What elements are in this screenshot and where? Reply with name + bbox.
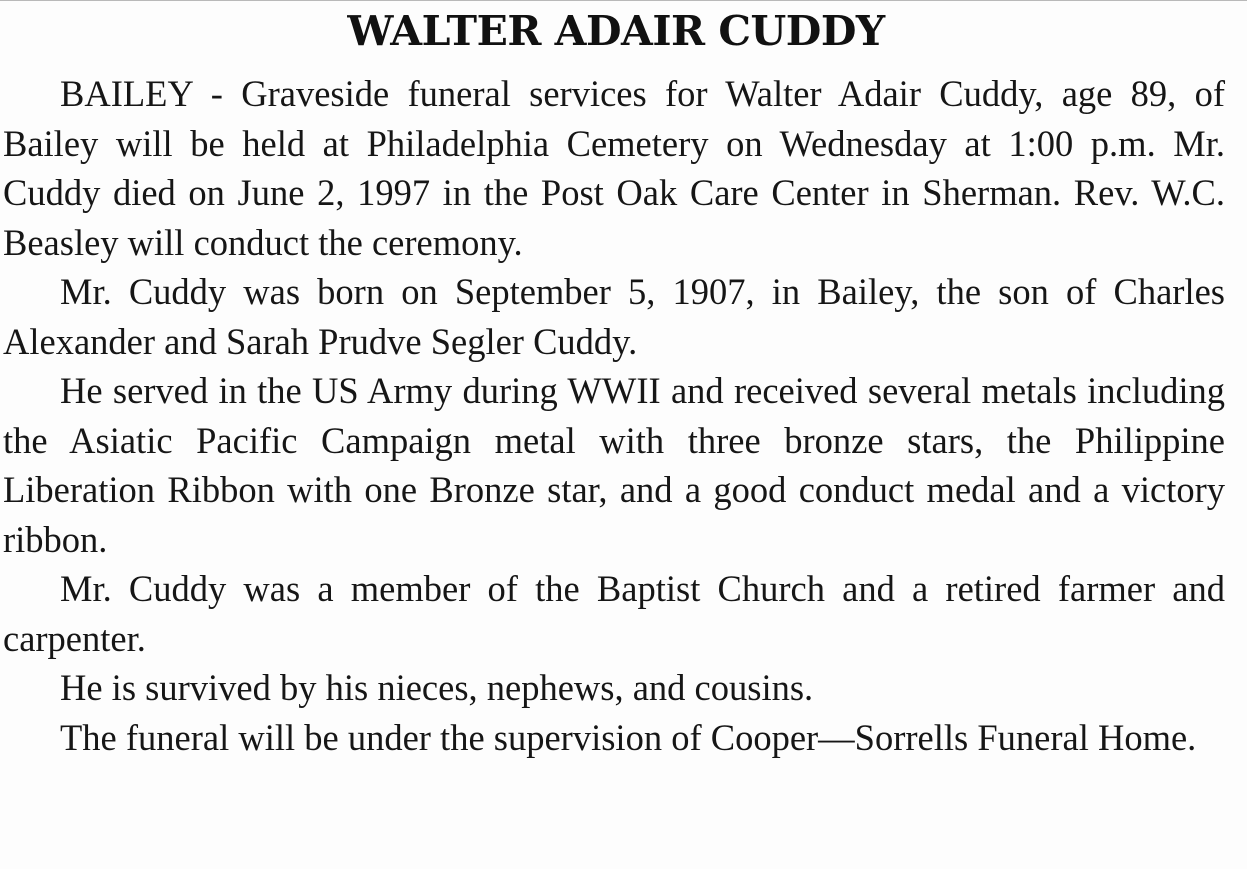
paragraph-military-service: He served in the US Army during WWII and received several metals including the Asiatic Pacific Campaign metal with three bronze stars, the Philippine Liberation Ribbon with one Bronze star, and a good conduct medal and a victory ribbon. bbox=[3, 370, 1225, 560]
obituary-headline: WALTER ADAIR CUDDY bbox=[347, 7, 885, 55]
paragraph-service-details: BAILEY - Graveside funeral services for Walter Adair Cuddy, age 89, of Bailey will be held at Philadelphia Cemetery on Wednesday at 1:00 p.m. Mr. Cuddy died on June 2, 1997 in the Post Oak Care Center in Sherman. Rev. W.C. Beasley will conduct the ceremony. bbox=[3, 73, 1225, 263]
paragraph-church-occupation: Mr. Cuddy was a member of the Baptist Church and a retired farmer and carpenter. bbox=[3, 568, 1225, 659]
paragraph-funeral-home: The funeral will be under the supervision of Cooper—Sorrells Funeral Home. bbox=[60, 716, 1197, 758]
obituary-body bbox=[3, 69, 1225, 762]
paragraph-birth: Mr. Cuddy was born on September 5, 1907, in Bailey, the son of Charles Alexander and Sarah Prudve Segler Cuddy. bbox=[3, 271, 1225, 362]
paragraph-survivors: He is survived by his nieces, nephews, and cousins. bbox=[60, 667, 814, 708]
